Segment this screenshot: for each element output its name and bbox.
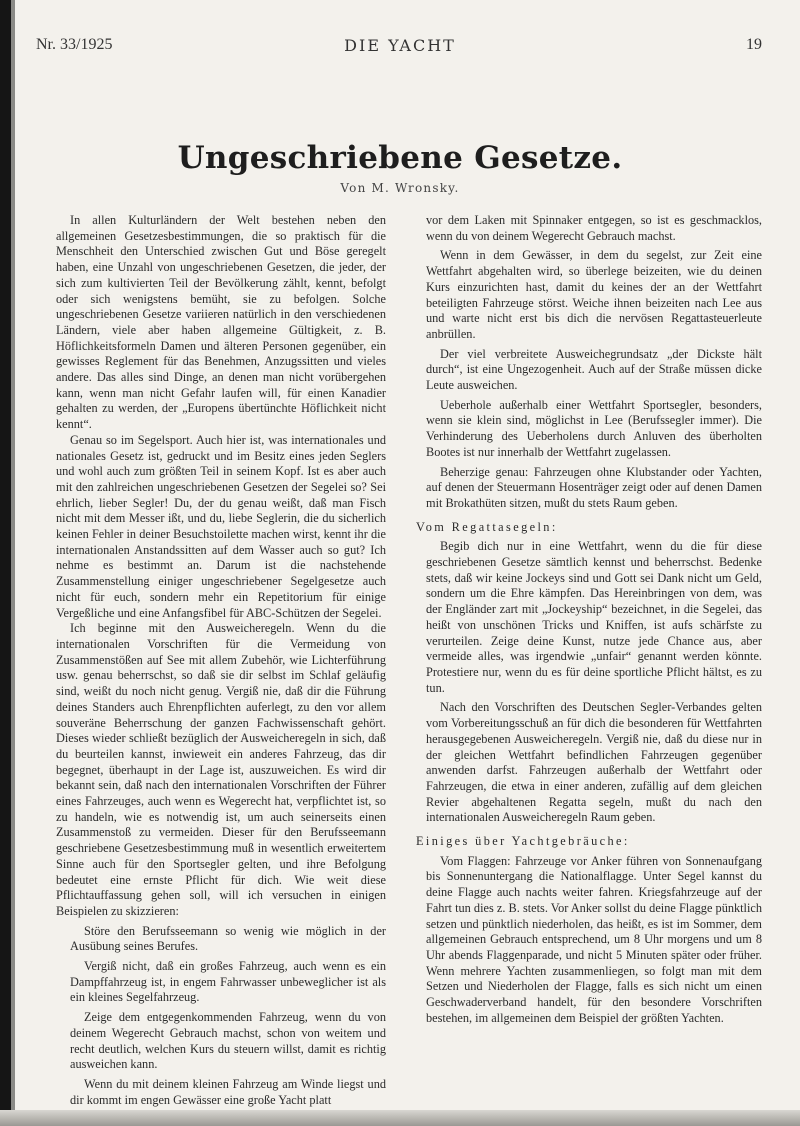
paragraph: Nach den Vorschriften des Deutschen Segler-Verbandes gelten vom Vorbereitungsschuß an für dich die besonderen für Wettfahrten herausgegebenen Ausweicheregeln. Vergiß nie, daß du diese nur in der gleichen Wettfahrt befindlichen Fahrzeugen gegenüber anwenden darfst. Fahrzeugen außerhalb der Wettfahrt oder Fahrzeugen, die etwa in einer anderen, zufällig auf dem gleichen Revier abgehaltenen Regatta segeln, mußt du nach den internationalen Ausweicheregeln Raum geben. <box>426 700 762 825</box>
rule-paragraph: Wenn du mit deinem kleinen Fahrzeug am Winde liegst und dir kommt im engen Gewässer eine große Yacht platt <box>70 1076 386 1107</box>
article-title: Ungeschriebene Gesetze. <box>177 140 623 176</box>
paragraph: vor dem Laken mit Spinnaker entgegen, so ist es geschmacklos, wenn du von deinem Wegerecht Gebrauch machst. <box>426 213 762 243</box>
page-number: 19 <box>746 36 762 53</box>
right-column <box>416 213 762 1026</box>
magazine-title: DIE YACHT <box>344 36 456 55</box>
left-column <box>56 213 386 1108</box>
paragraph: Wenn in dem Gewässer, in dem du segelst, zur Zeit eine Wettfahrt abgehalten wird, so überlege beizeiten, wie du deinen Kurs einzurichten hast, damit du keines der an der Wettfahrt beteiligten Fahrzeuge störst. Weiche ihnen beizeiten nach Lee aus und warte nicht erst bis dich die nervösen Regattasteuerleute anbrüllen. <box>426 248 762 341</box>
paragraph: Vom Flaggen: Fahrzeuge vor Anker führen von Sonnenaufgang bis Sonnenuntergang die Nationalflagge. Unter Segel kannst du deine Flagge auch nachts weiter fahren. Kriegsfahrzeuge auf der Fahrt tun dies z. B. stets. Vor Anker sollst du deine Flagge pünktlich setzen und pünktlich niederholen, das heißt, es ist im Sommer, dem allgemeinen Gebrauch entsprechend, um 8 Uhr morgens und um 8 Uhr abends Flaggenparade, und nicht 5 Minuten später oder früher. Wenn mehrere Yachten zusammenliegen, so folgt man mit dem Setzen und Niederholen der Flagge, falls es sich nicht um einen Geschwaderverband handelt, für den besondere Vorschriften bestehen, im allgemeinen dem Beispiel der größten Yachten. <box>426 853 762 1025</box>
paragraph: Genau so im Segelsport. Auch hier ist, was internationales und nationales Gesetz ist, gedruckt und im Besitz eines jeden Seglers und wohl auch zum größten Teil in seinem Kopf. Ist es aber auch mit den zahlreichen ungeschriebenen Gesetzen der Segelei so? Sei ehrlich, lieber Segler! Du, der du genau weißt, daß man Fisch nicht mit dem Messer ißt, und du, liebe Seglerin, die du sicherlich keinen Fehler in deiner Besuchstoilette machen wirst, kennt ihr die internationalen Anstandssitten auf dem Wasser auch so gut? Ich nehme es bestimmt an. Darum ist die nachstehende Zusammenstellung einiger ungeschriebener Segelgesetze auch nicht für euch, sondern mehr ein Repetitorium für einige Vergeßliche und eine Anfangsfibel für ABC-Schützen der Segelei. <box>56 432 386 620</box>
paragraph: Beherzige genau: Fahrzeugen ohne Klubstander oder Yachten, auf denen der Steuermann Hosenträger zeigt oder auf denen Damen mit Brokathüten sitzen, mußt du stets Raum geben. <box>426 464 762 510</box>
section-heading-yachtgebraeuche: Einiges über Yachtgebräuche: <box>416 834 630 849</box>
rule-paragraph: Störe den Berufsseemann so wenig wie möglich in der Ausübung seines Berufes. <box>70 923 386 954</box>
page-bottom-edge <box>0 1110 800 1126</box>
issue-number: Nr. 33/1925 <box>36 36 113 53</box>
rule-paragraph: Zeige dem entgegenkommenden Fahrzeug, wenn du von deinem Wegerecht Gebrauch machst, schon von weitem und recht deutlich, welchen Kurs du steuern willst, damit es richtig ausweichen kann. <box>70 1010 386 1072</box>
paragraph: Ich beginne mit den Ausweicheregeln. Wenn du die internationalen Vorschriften für die Vermeidung von Zusammenstößen auf See mit allem Zubehör, wie Lichterführung usw. genau beherrschst, so daß sie dir selbst im Schlaf geläufig sind, weißt du noch nicht genug. Vergiß nie, daß dir die Führung deines Standers auch Ehrenpflichten auferlegt, zu den vor allem souveräne Beherrschung der ganzen Fachwissenschaft gehört. Dieses wieder schließt bezüglich der Ausweicheregeln in sich, daß du beurteilen kannst, inwieweit ein anderes Fahrzeug, das dir begegnet, überhaupt in der Lage ist, auszuweichen. Es wird dir bekannt sein, daß nach den internationalen Vorschriften der Führer eines Fahrzeuges, auch wenn es Wegerecht hat, verpflichtet ist, so zu handeln, wie es notwendig ist, um auch seinerseits einen Zusammenstoß zu vermeiden. Dieser für den Berufsseemann geschriebene Gesetzesbestimmung muß in wesentlich erweitertem Sinne auch für den Sportsegler gelten, und ihre Befolgung bedeutet eine ernste Pflicht für dich. Wie weit diese Pflichtauffassung gehen soll, will ich versuchen in einigen Beispielen zu skizzieren: <box>56 621 386 918</box>
article-byline: Von M. Wronsky. <box>340 181 460 195</box>
paragraph: Ueberhole außerhalb einer Wettfahrt Sportsegler, besonders, wenn sie klein sind, möglichst in Lee (Berufssegler immer). Die Verhinderung des Ueberholens durch Anluven des überholten Bootes ist nur innerhalb der Wettfahrt zugelassen. <box>426 397 762 459</box>
paragraph: Der viel verbreitete Ausweichegrundsatz „der Dickste hält durch“, ist eine Ungezogenheit. Auch auf der Straße müssen dicke Leute ausweichen. <box>426 346 762 393</box>
rule-paragraph: Vergiß nicht, daß ein großes Fahrzeug, auch wenn es ein Dampffahrzeug ist, in engem Fahrwasser unbeweglicher ist als ein kleines Segelfahrzeug. <box>70 959 386 1005</box>
paragraph: In allen Kulturländern der Welt bestehen neben den allgemeinen Gesetzesbestimmungen, die so praktisch für die Menschheit den Unterschied zwischen Gut und Böse geregelt haben, eine Unzahl von ungeschriebenen Gesetzen, die jeder, der sich zum kultivierten Teil der Bevölkerung zählt, kennt, befolgt oder sich wenigstens bemüht, sie zu befolgen. Solche ungeschriebenen Gesetze variieren natürlich in den verschiedenen Ländern, viele aber haben allgemeine Gültigkeit, z. B. Höflichkeitsformeln Damen und älteren Personen gegenüber, ein gewisses Reglement für das Benehmen, Anzugssitten und vieles andere. Das alles sind Dinge, an denen man nicht vorübergehen kann, wenn man nicht Gefahr laufen will, für einen Kanadier gehalten zu werden, der „Europens übertünchte Höflichkeit nicht kennt“. <box>56 213 386 432</box>
section-heading-regatta: Vom Regattasegeln: <box>416 519 558 534</box>
paragraph: Begib dich nur in eine Wettfahrt, wenn du die für diese geschriebenen Gesetze sämtlich kennst und beherrschst. Bedenke stets, daß wir keine Jockeys sind und Gott sei Dank nicht um Geld, sondern um die Ehre kämpfen. Das Hereinbringen von dem, was der Engländer zart mit „Jockeyship“ bezeichnet, in die Segelei, das heißt von unschönen Tricks und Kniffen, ist aufs schärfste zu verurteilen. Zeige deine Kunst, nutze jede Chance aus, aber vermeide alles, was irgendwie „unfair“ genannt werden könnte. Protestiere nur, wenn du es für deine sportliche Pflicht hältst, es zu tun. <box>426 539 762 695</box>
